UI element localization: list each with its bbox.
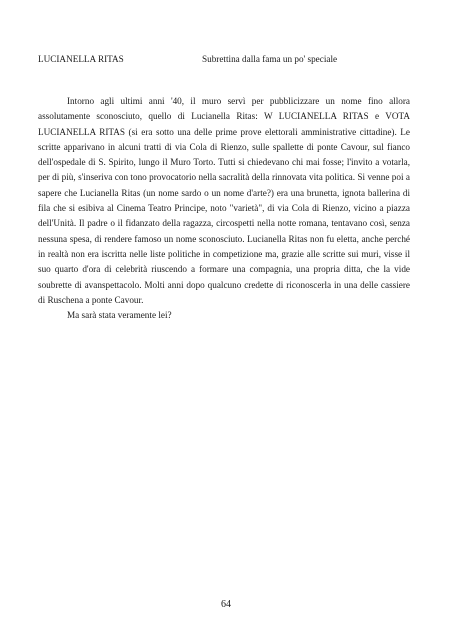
header-name: LUCIANELLA RITAS (38, 54, 124, 64)
page-header (38, 52, 410, 66)
paragraph: Ma sarà stata veramente lei? (67, 310, 172, 321)
page-number: 64 (221, 599, 231, 610)
paragraph: Intorno agli ultimi anni '40, il muro servì per pubblicizzare un nome fino allora assolutamente sconosciuto, quello di Lucianella Ritas: W LUCIANELLA RITAS e VOTA LUCIANELLA RITAS (si era sotto una delle prime prove elettorali amministrative cittadine). Le scritte apparivano in alcuni tratti di via Cola di Rienzo, sulle spallette di ponte Cavour, sul fianco dell'ospedale di S. Spirito, lungo il Muro Torto. Tutti si chiedevano chi mai fosse; l'invito a votarla, per di più, s'inseriva con tono provocatorio nella sacralità della rinnovata vita politica. Si venne poi a sapere che Lucianella Ritas (un nome sardo o un nome d'arte?) era una brunetta, ignota ballerina di fila che si esibiva al Cinema Teatro Principe, noto "varietà", di via Cola di Rienzo, vicino a piazza dell'Unità. Il padre o il fidanzato della ragazza, circospetti nella notte romana, tentavano così, senza nessuna spesa, di rendere famoso un nome sconosciuto. Lucianella Ritas non fu eletta, anche perché in realtà non era iscritta nelle liste politiche in competizione ma, grazie alle scritte sui muri, visse il suo quarto d'ora di celebrità riuscendo a formare una compagnia, una propria ditta, che la vide soubrette di avanspettacolo. Molti anni dopo qualcuno credette di riconoscerla in una delle cassiere di Ruschena a ponte Cavour. (38, 96, 410, 305)
body-text (38, 94, 410, 323)
header-subtitle: Subrettina dalla fama un po' speciale (202, 54, 338, 64)
